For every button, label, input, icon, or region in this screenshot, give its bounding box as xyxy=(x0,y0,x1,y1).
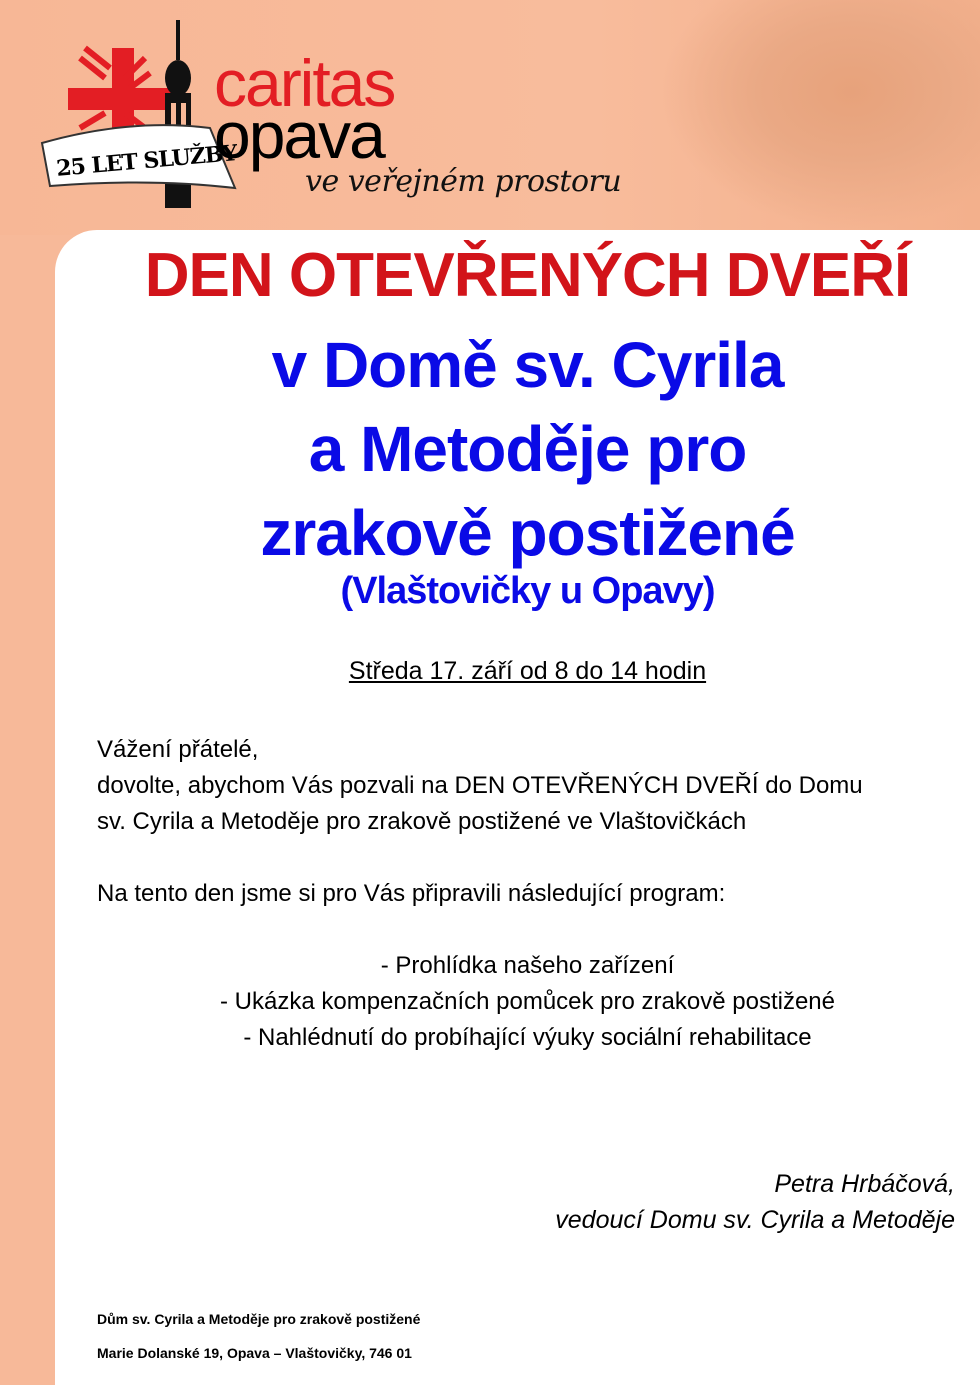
title-line-3: a Metoděje pro xyxy=(308,413,747,485)
paragraph-1-line-1: dovolte, abychom Vás pozvali na DEN OTEVŘENÝCH DVEŘÍ do Domu xyxy=(97,772,863,799)
paragraph-2: Na tento den jsme si pro Vás připravili následující program: xyxy=(97,880,726,907)
footer-address-line-1: Dům sv. Cyrila a Metoděje pro zrakově postižené xyxy=(97,1311,421,1327)
program-item: - Prohlídka našeho zařízení xyxy=(380,952,675,979)
signature-name: Petra Hrbáčová, xyxy=(774,1170,955,1198)
signature xyxy=(555,1166,955,1238)
program-item: - Ukázka kompenzačních pomůcek pro zrakově postižené xyxy=(220,988,835,1015)
subtitle: (Vlaštovičky u Opavy) xyxy=(340,570,715,612)
logo-opava: opava xyxy=(214,98,384,172)
title-line-4: zrakově postižené xyxy=(260,497,795,569)
paragraph-1-line-2: sv. Cyrila a Metoděje pro zrakově postižené ve Vlaštovičkách xyxy=(97,808,747,835)
greeting: Vážení přátelé, xyxy=(97,736,259,763)
title-line-2: v Domě sv. Cyrila xyxy=(271,329,784,401)
logo-banner-text: 25 LET SLUŽBY xyxy=(55,140,238,182)
hands-photo xyxy=(660,0,980,230)
tagline: ve veřejném prostoru xyxy=(305,164,622,199)
logo-caritas: caritas xyxy=(214,46,395,120)
event-date: Středa 17. září od 8 do 14 hodin xyxy=(348,657,707,685)
header-banner xyxy=(0,0,980,235)
program-item: - Nahlédnutí do probíhající výuky sociální rehabilitace xyxy=(243,1024,812,1051)
main-title: DEN OTEVŘENÝCH DVEŘÍ xyxy=(144,241,911,310)
footer-address-line-2: Marie Dolanské 19, Opava – Vlaštovičky, 746 01 xyxy=(97,1345,412,1361)
signature-role: vedoucí Domu sv. Cyrila a Metoděje xyxy=(555,1206,955,1234)
